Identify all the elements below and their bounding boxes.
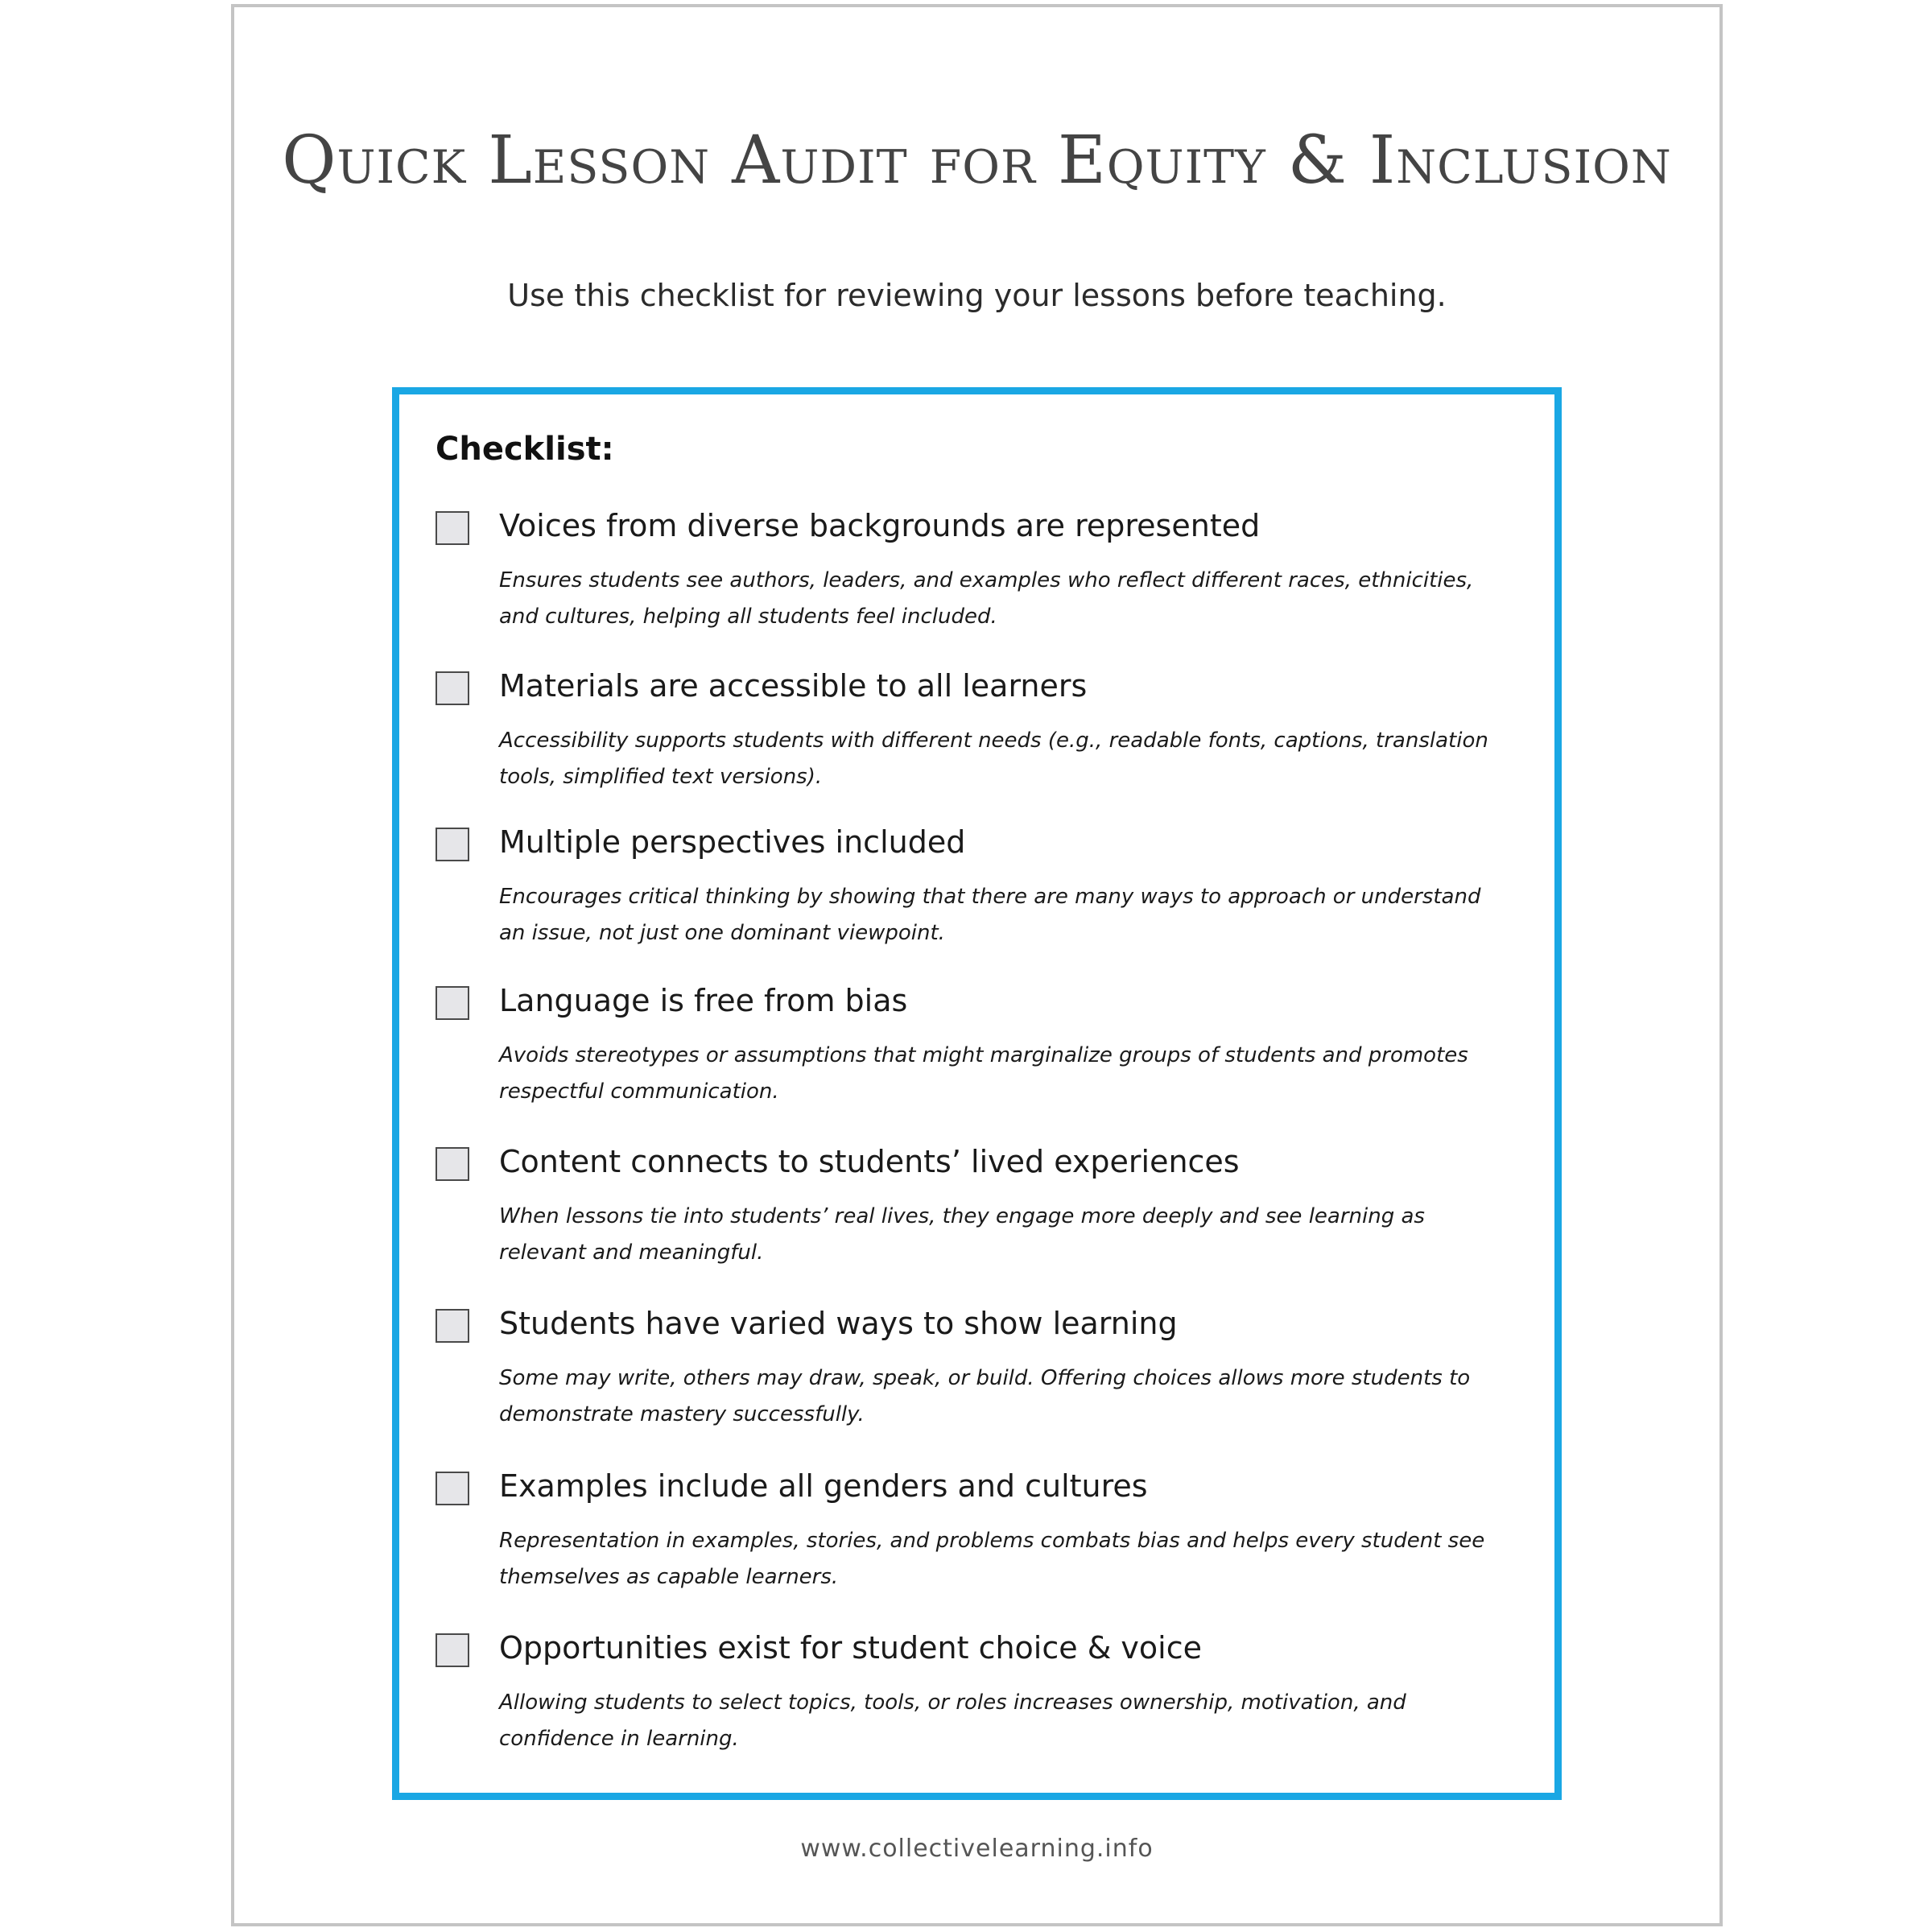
checklist-item-description: Representation in examples, stories, and problems combats bias and helps every student see themselves as capable learners. <box>499 1529 1485 1589</box>
checkbox[interactable] <box>436 1633 469 1667</box>
footer-url: www.collectivelearning.info <box>800 1835 1154 1863</box>
checklist-item-label: Opportunities exist for student choice & voice <box>499 1630 1202 1666</box>
checkbox[interactable] <box>436 986 469 1020</box>
checklist-item-label: Examples include all genders and cultures <box>499 1468 1148 1504</box>
checklist-item-label: Students have varied ways to show learning <box>499 1306 1178 1341</box>
checklist-item-description: Encourages critical thinking by showing that there are many ways to approach or understand an issue, not just one dominant viewpoint. <box>499 885 1481 945</box>
checklist-item-label: Voices from diverse backgrounds are represented <box>499 508 1261 543</box>
checkbox[interactable] <box>436 1309 469 1343</box>
checklist-item-description: Some may write, others may draw, speak, or build. Offering choices allows more students to demonstrate mastery successfully. <box>499 1366 1471 1426</box>
checklist-item-description: Accessibility supports students with different needs (e.g., readable fonts, captions, translation tools, simplified text versions). <box>499 729 1488 789</box>
checklist-item-label: Materials are accessible to all learners <box>499 668 1088 704</box>
checklist-box <box>392 387 1562 1800</box>
page-subtitle: Use this checklist for reviewing your lessons before teaching. <box>507 278 1447 313</box>
document-page <box>231 4 1723 1926</box>
checkbox[interactable] <box>436 1147 469 1181</box>
checklist-heading: Checklist: <box>436 431 614 468</box>
page-title: Quick Lesson Audit for Equity & Inclusion <box>282 122 1672 199</box>
checkbox[interactable] <box>436 1472 469 1505</box>
checklist-item-description: Avoids stereotypes or assumptions that might marginalize groups of students and promotes respectful communication. <box>499 1043 1468 1104</box>
checklist-item-description: When lessons tie into students’ real lives, they engage more deeply and see learning as relevant and meaningful. <box>499 1204 1425 1265</box>
checklist-item-label: Multiple perspectives included <box>499 824 966 860</box>
checklist-item-description: Ensures students see authors, leaders, and examples who reflect different races, ethnicities, and cultures, helping all students feel included. <box>499 568 1474 629</box>
checkbox[interactable] <box>436 671 469 705</box>
checkbox[interactable] <box>436 828 469 861</box>
checklist-item-description: Allowing students to select topics, tools, or roles increases ownership, motivation, and confidence in learning. <box>499 1690 1406 1751</box>
checklist-item-label: Content connects to students’ lived experiences <box>499 1144 1240 1179</box>
checklist-item-label: Language is free from bias <box>499 983 908 1018</box>
checkbox[interactable] <box>436 511 469 545</box>
